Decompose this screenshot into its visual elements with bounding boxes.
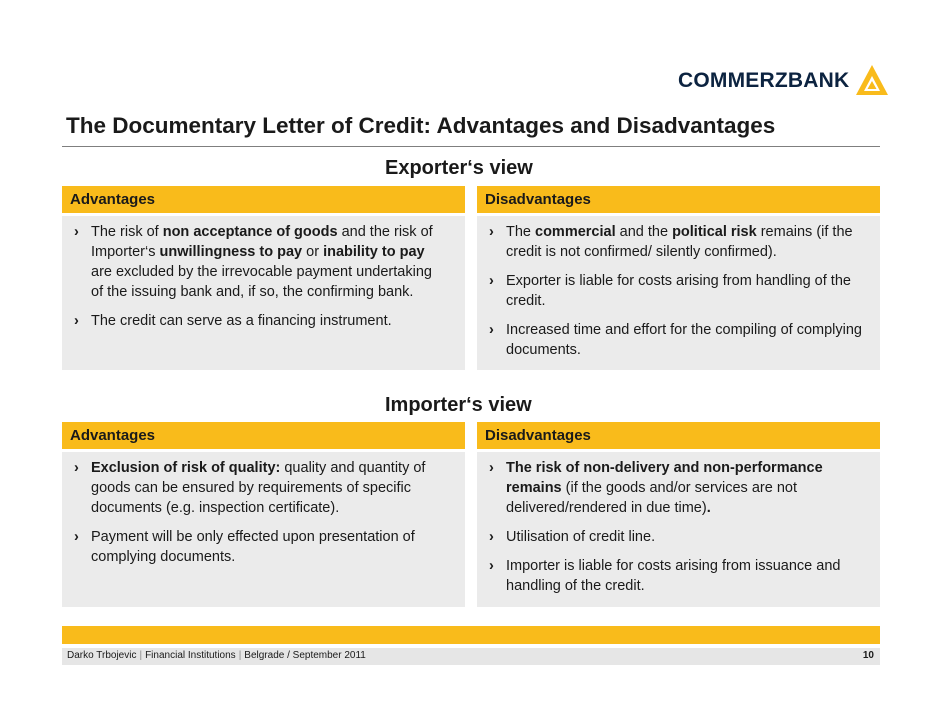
brand-name: COMMERZBANK [678,69,850,92]
bullet-chevron-icon: › [489,460,494,476]
list-item [489,458,871,518]
importer-advantages-label: Advantages [70,427,156,444]
item-text: and the [615,224,673,240]
title-divider [62,146,880,147]
list-item [489,271,871,311]
footer-accent-bar [62,626,880,644]
page-title: The Documentary Letter of Credit: Advantages and Disadvantages [66,113,776,138]
bullet-chevron-icon: › [489,224,494,240]
bold-text: . [706,500,711,516]
list-item [74,222,439,302]
exporter-disadvantages-header [477,186,880,213]
importer-disadvantages-header [477,422,880,449]
exporter-advantages-box [62,216,465,370]
list-item [489,222,871,262]
bullet-chevron-icon: › [74,460,79,476]
importer-view-heading: Importer‘s view [385,394,532,416]
bold-text: unwillingness to pay [159,244,303,260]
bold-text: non acceptance of goods [162,224,338,240]
exporter-disadvantages-box [477,216,880,370]
item-text: (if the goods and/or services are not delivered/rendered in due time) [506,480,797,516]
exporter-advantages-header [62,186,465,213]
list-item [489,527,871,547]
importer-advantages-list [74,458,442,576]
item-text: quality and quantity of goods can be ensured by requirements of specific documents (e.g. inspection certificate). [91,460,426,516]
bullet-chevron-icon: › [489,273,494,289]
list-item [74,527,442,567]
list-item [74,311,439,331]
bullet-chevron-icon: › [489,558,494,574]
exporter-disadvantages-label: Disadvantages [485,191,591,208]
list-item [489,556,871,596]
importer-disadvantages-list [489,458,871,605]
bold-text: inability to pay [323,244,425,260]
item-text: The credit can serve as a financing instrument. [91,313,392,329]
commerzbank-logo [678,64,889,98]
footer-department: Financial Institutions [145,650,236,661]
item-text: Exporter is liable for costs arising from handling of the credit. [506,273,851,309]
bullet-chevron-icon: › [74,529,79,545]
importer-advantages-box [62,452,465,607]
item-text: Payment will be only effected upon presentation of complying documents. [91,529,415,565]
footer-info [67,650,366,661]
footer-separator: | [139,650,143,661]
bullet-chevron-icon: › [489,529,494,545]
bold-text: commercial [535,224,616,240]
bullet-chevron-icon: › [489,322,494,338]
bold-text: Exclusion of risk of quality: [91,460,281,476]
item-text: Utilisation of credit line. [506,529,656,545]
importer-disadvantages-label: Disadvantages [485,427,591,444]
importer-disadvantages-box [477,452,880,607]
exporter-advantages-list [74,222,439,340]
bullet-chevron-icon: › [74,313,79,329]
list-item [489,320,871,360]
exporter-disadvantages-list [489,222,871,369]
item-text: Increased time and effort for the compiling of complying documents. [506,322,862,358]
exporter-advantages-label: Advantages [70,191,156,208]
footer-author: Darko Trbojevic [67,650,137,661]
list-item [74,458,442,518]
item-text: and the risk of Importer‘s [91,224,433,260]
footer-location-date: Belgrade / September 2011 [244,650,366,661]
item-text: The risk of [91,224,163,240]
bold-text: political risk [672,224,757,240]
page-number: 10 [862,650,874,661]
item-text: or [302,244,324,260]
bold-text: The risk of non-delivery and non-performance remains [506,460,823,496]
footer-separator: | [238,650,242,661]
item-text: remains (if the credit is not confirmed/ silently confirmed). [506,224,853,260]
item-text: The [506,224,536,240]
item-text: Importer is liable for costs arising from issuance and handling of the credit. [506,558,841,594]
exporter-view-heading: Exporter‘s view [385,157,533,179]
bullet-chevron-icon: › [74,224,79,240]
item-text: are excluded by the irrevocable payment undertaking of the issuing bank and, if so, the confirming bank. [91,264,432,300]
commerzbank-ribbon-icon [855,64,889,98]
importer-advantages-header [62,422,465,449]
